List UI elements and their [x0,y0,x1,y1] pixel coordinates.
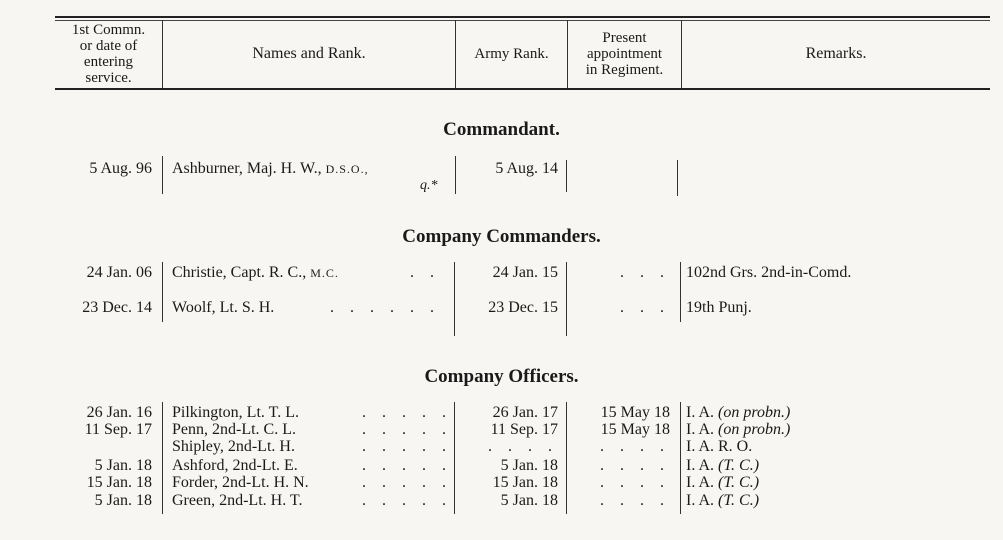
appointment-cell: 15 May 18 [600,404,670,421]
leader-dots: . . . . . [362,438,452,455]
remarks-cell [686,474,759,492]
appointment-cell: . . . . [600,492,670,509]
column-rule [680,402,681,514]
name-cell [172,160,369,178]
header-date-column: 1st Commn. or date of entering service. [71,22,146,86]
leader-dots: . . . . . [362,421,452,438]
army-rank-cell: 24 Jan. 15 [492,264,558,281]
header-army-rank-column: Army Rank. [474,46,549,62]
table-row [0,438,1003,458]
appointment-cell: . . . [620,264,670,281]
remarks-text: I. A. [686,404,714,421]
column-rule [566,262,567,336]
qualification-mark: q.* [420,178,438,193]
leader-dots: . . . . . . [330,299,440,316]
remarks-italic: (T. C.) [718,457,760,474]
name-text: Ashburner, Maj. H. W., [172,160,322,177]
column-rule [162,262,163,322]
army-rank-cell: 26 Jan. 17 [492,404,558,421]
remarks-cell [686,404,790,422]
remarks-cell: I. A. R. O. [686,438,753,455]
leader-dots: . . [410,264,440,281]
army-rank-cell: 11 Sep. 17 [490,421,558,438]
header-rule-top [55,16,990,18]
table-row [0,492,1003,512]
header-remarks-column: Remarks. [805,45,867,62]
date-cell: 11 Sep. 17 [84,421,152,438]
appointment-cell: . . . . [600,474,670,491]
column-rule [454,262,455,336]
header-appointment-column: Present appointment in Regiment. [585,30,664,78]
leader-dots: . . . . . [362,492,452,509]
leader-dots: . . . . . [362,404,452,421]
remarks-text: I. A. [686,474,714,491]
remarks-text: I. A. [686,492,714,509]
name-cell: Shipley, 2nd-Lt. H. [172,438,295,455]
date-cell: 5 Aug. 96 [89,160,152,177]
date-cell: 5 Jan. 18 [94,492,152,509]
remarks-text: I. A. [686,457,714,474]
date-cell: 15 Jan. 18 [86,474,152,491]
name-cell: Penn, 2nd-Lt. C. L. [172,421,296,438]
army-rank-cell: 23 Dec. 15 [488,299,558,316]
table-row [0,474,1003,494]
appointment-cell: . . . . [600,438,670,455]
header-names-column: Names and Rank. [252,45,366,62]
decoration-text: D.S.O., [325,162,369,176]
date-cell: 26 Jan. 16 [86,404,152,421]
army-rank-cell: 15 Jan. 18 [492,474,558,491]
table-row [0,160,1003,193]
army-rank-cell: . . . . [488,438,558,455]
remarks-italic: (on probn.) [718,404,791,421]
remarks-italic: (on probn.) [718,421,791,438]
remarks-cell [686,421,790,439]
name-cell: Forder, 2nd-Lt. H. N. [172,474,309,491]
name-cell: Green, 2nd-Lt. H. T. [172,492,303,509]
name-cell: Ashford, 2nd-Lt. E. [172,457,298,474]
column-rule [677,160,678,196]
date-cell: 5 Jan. 18 [94,457,152,474]
table-row [0,299,1003,319]
leader-dots: . . . . . [362,474,452,491]
header-rule-bottom [55,88,990,90]
column-rule [455,156,456,194]
army-rank-cell: 5 Jan. 18 [500,457,558,474]
column-rule [162,402,163,514]
date-cell: 24 Jan. 06 [86,264,152,281]
name-cell: Pilkington, Lt. T. L. [172,404,299,421]
column-rule [566,160,567,192]
decoration-text: M.C. [310,266,339,280]
column-rule [566,402,567,514]
remarks-cell [686,492,759,510]
remarks-text: I. A. [686,421,714,438]
remarks-italic: (T. C.) [718,492,760,509]
remarks-cell: 102nd Grs. 2nd-in-Comd. [686,264,852,281]
name-text: Christie, Capt. R. C., [172,264,307,281]
name-cell [172,264,339,282]
appointment-cell: . . . [620,299,670,316]
leader-dots: . . . . . [362,457,452,474]
column-rule [454,402,455,514]
table-row [0,264,1003,284]
date-cell: 23 Dec. 14 [82,299,152,316]
column-rule [680,262,681,322]
section-title-company-commanders: Company Commanders. [402,226,601,247]
name-cell: Woolf, Lt. S. H. [172,299,275,316]
appointment-cell: . . . . [600,457,670,474]
remarks-cell: 19th Punj. [686,299,752,316]
remarks-italic: (T. C.) [718,474,760,491]
army-rank-cell: 5 Jan. 18 [500,492,558,509]
column-rule [162,156,163,194]
remarks-cell [686,457,759,475]
section-title-company-officers: Company Officers. [424,366,579,387]
army-rank-cell: 5 Aug. 14 [495,160,558,177]
appointment-cell: 15 May 18 [600,421,670,438]
section-title-commandant: Commandant. [443,119,560,140]
